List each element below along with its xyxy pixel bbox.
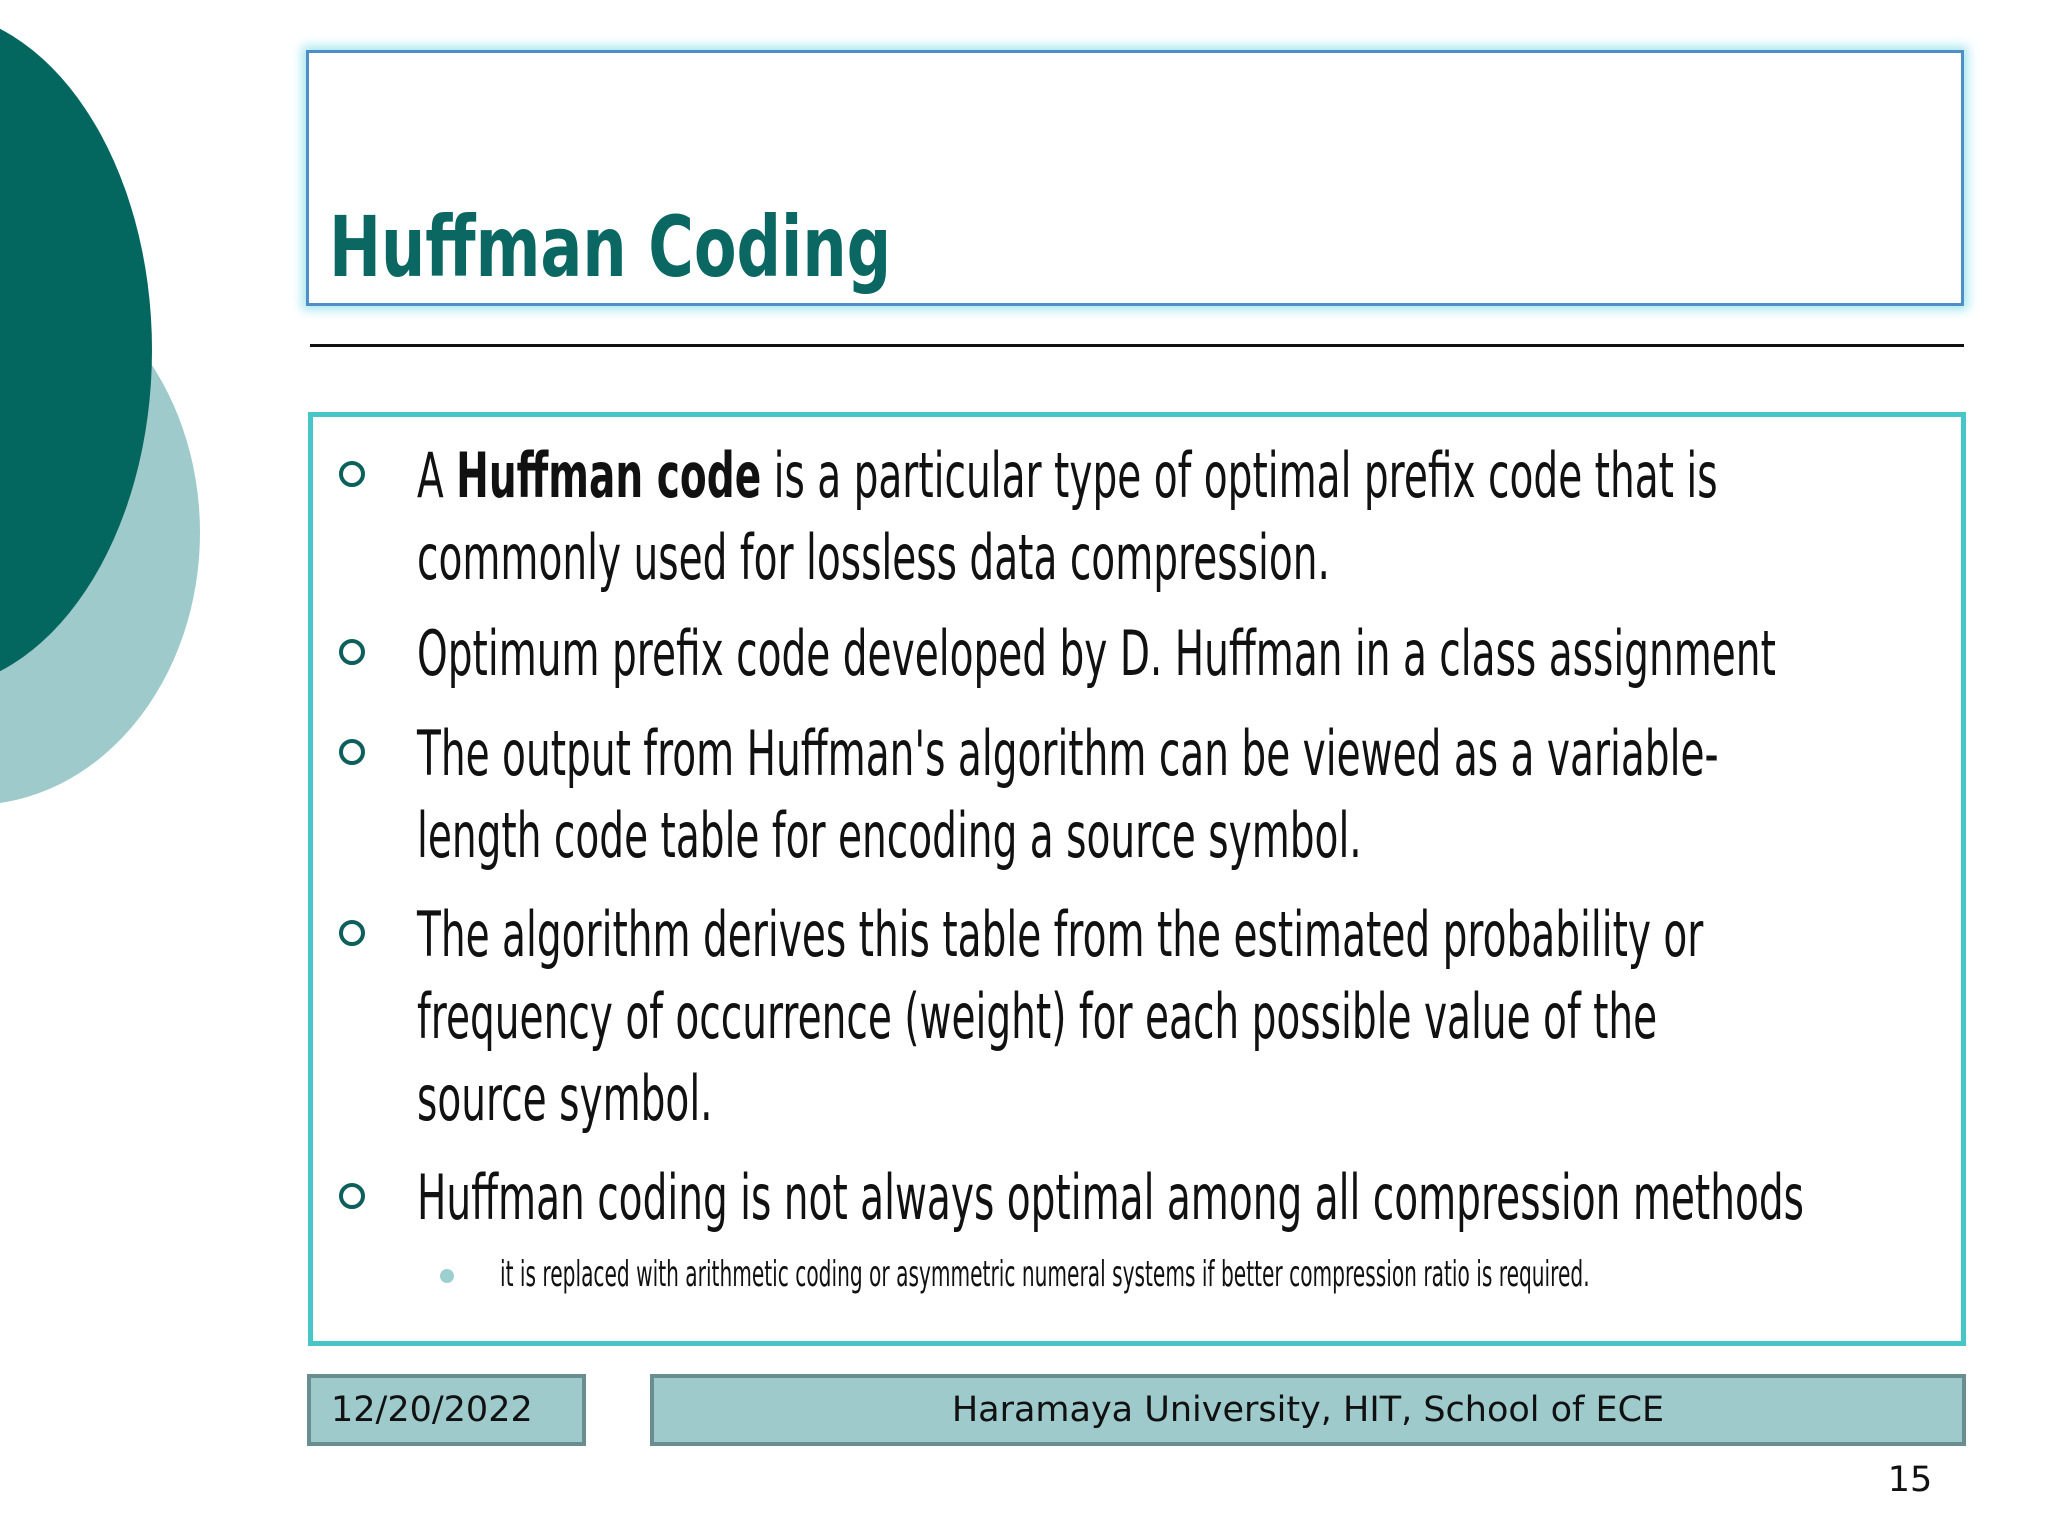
footer-organization: Haramaya University, HIT, School of ECE [650, 1374, 1966, 1446]
sub-bullet-dot-icon [440, 1269, 454, 1283]
slide-title: Huffman Coding [329, 198, 892, 296]
bullet-circle-icon [339, 461, 365, 487]
bullet-circle-icon [339, 1183, 365, 1209]
bullet-text: Huffman coding is not always optimal among all compression methods [417, 1161, 1805, 1234]
page-number: 15 [1887, 1460, 1933, 1500]
title-divider [310, 344, 1964, 347]
bullet-circle-icon [339, 739, 365, 765]
bullet-text: Optimum prefix code developed by D. Huffman in a class assignment [417, 617, 1776, 690]
bullet-text: A Huffman code is a particular type of optimal prefix code that is commonly used for lossless data compression. [417, 439, 1718, 594]
bullet-text: The algorithm derives this table from the estimated probability or frequency of occurrence (weight) for each possible value of the source symbol. [417, 898, 1704, 1135]
sub-bullet-text: it is replaced with arithmetic coding or asymmetric numeral systems if better compression ratio is required. [500, 1254, 1590, 1295]
bold-term: Huffman code [456, 439, 762, 512]
bullet-circle-icon [339, 920, 365, 946]
footer-date: 12/20/2022 [307, 1374, 586, 1446]
bullet-circle-icon [339, 639, 365, 665]
title-box [306, 50, 1964, 306]
bullet-text: The output from Huffman's algorithm can be viewed as a variable- length code table for encoding a source symbol. [417, 717, 1719, 872]
content-box [308, 412, 1966, 1346]
